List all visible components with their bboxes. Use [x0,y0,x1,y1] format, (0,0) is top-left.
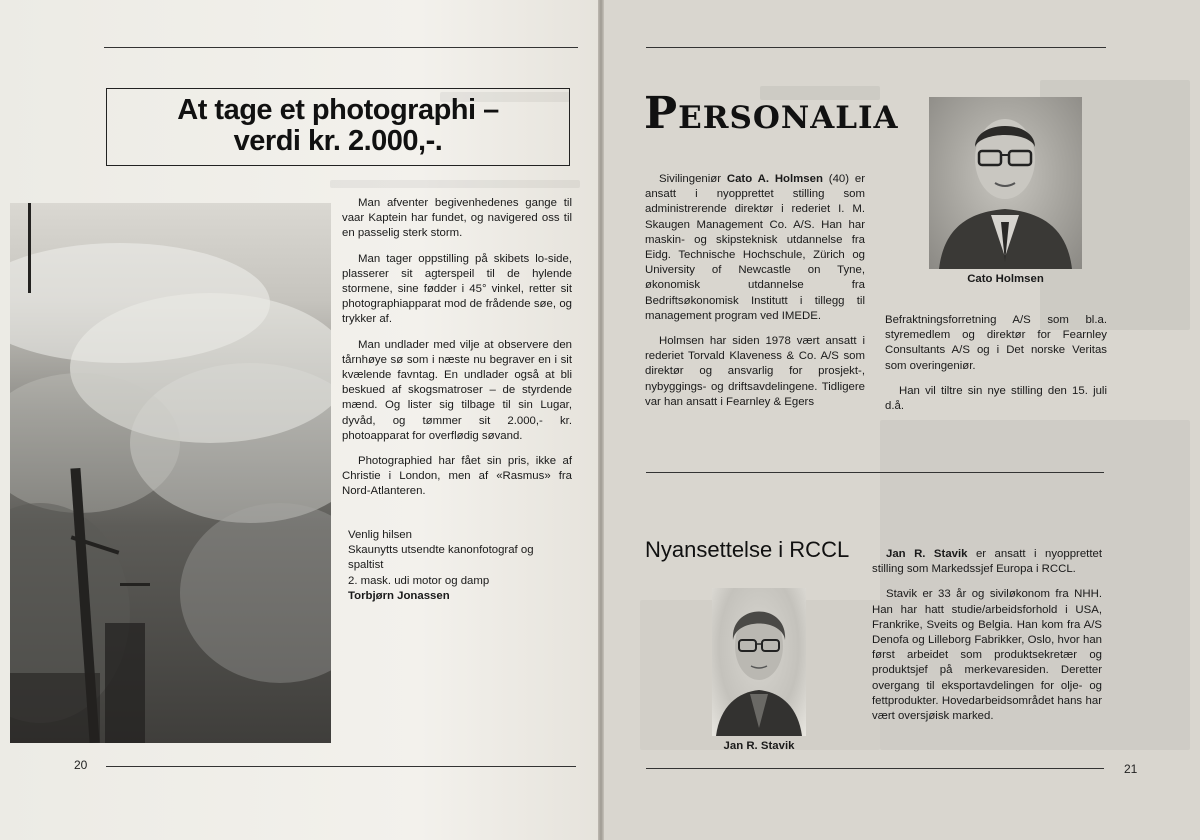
storm-photo [10,203,331,743]
bottom-rule-left [106,766,576,767]
page-number-right: 21 [1124,762,1138,776]
signature-line: Skaunytts utsendte kanonfotograf og [348,544,534,557]
stavik-intro-rest: er ansatt i nyopprettet stilling som Markedssjef Europa i RCCL. [872,548,1102,576]
section-divider [646,472,1104,473]
signature-greeting: Venlig hilsen [348,529,412,541]
holmsen-paragraph: Befraktningsforretning A/S som bl.a. styremedlem og direktør for Fearnley Consultants A/S og i Det norske Veritas som overingeniør. [885,314,1107,372]
holmsen-intro-prefix: Sivilingeniør [659,173,727,185]
article-body [342,196,572,510]
holmsen-intro [645,172,865,324]
stavik-name: Jan R. Stavik [886,548,968,560]
article-paragraph: Photographied har fået sin pris, ikke af Christie i London, men af «Rasmus» fra Nord-Atlanteren. [342,455,572,498]
article-title-line-2: verdi kr. 2.000,-. [233,125,443,157]
rccl-heading: Nyansettelse i RCCL [645,537,850,562]
signature-author: Torbjørn Jonassen [348,589,450,602]
page-number-left: 20 [74,758,88,772]
holmsen-caption: Cato Holmsen [967,273,1044,285]
top-rule-right [646,47,1106,48]
holmsen-portrait [929,97,1082,269]
article-paragraph: Man afventer begivenhedenes gange til vaar Kaptein har fundet, og navigered oss til en passelig sterk storm. [342,197,572,240]
article-title-line-1: At tage et photographi – [177,94,499,126]
holmsen-article-continued [885,313,1107,424]
stavik-article [872,547,1102,734]
article-title-box [106,88,570,166]
stavik-intro [872,547,1102,577]
section-heading: Personalia [644,88,899,139]
portrait-illustration [929,97,1082,269]
holmsen-paragraph: Holmsen har siden 1978 vært ansatt i rederiet Torvald Klaveness & Co. A/S som direktør og ansvarlig for prosjekt-, nybyggings- og driftsavdelingene. Tidligere var han ansatt i Fearnley & Egers [645,335,865,408]
article-paragraph: Man undlader med vilje at observere den tårnhøye sø som i næste nu begraver en i sit kvælende favntag. En undlader også at bli beskued af skogsmatroser – de styrdende mænd. Og lister sig tilbage til sin Lugar, dyvåd, og tømmer sit 2.000,- kr. photoapparat for overflødig søvand. [342,338,572,442]
signature-line: spaltist [348,559,384,572]
top-rule [104,47,578,48]
article-paragraph: Man tager oppstilling på skibets lo-side, plasserer sit agterspeil til de hylende stormene, sine fødder i 45° vinkel, retter sit photographiapparat mod de frådende søe, og trykker af. [342,252,572,326]
holmsen-paragraph: Han vil tiltre sin nye stilling den 15. juli d.å. [885,384,1107,413]
bottom-rule-right [646,768,1104,769]
holmsen-name: Cato A. Holmsen [726,173,823,185]
article-signature [348,528,578,604]
portrait-illustration [712,588,806,736]
holmsen-article [645,172,865,420]
stavik-caption: Jan R. Stavik [723,740,795,752]
signature-line: 2. mask. udi motor og damp [348,574,490,587]
stavik-paragraph: Stavik er 33 år og siviløkonom fra NHH. Han har hatt studie/arbeidsforhold i USA, Frankrike, Sveits og Belgia. Han kom fra A/S Denofa og Lilleborg Fabrikker, Oslo, hvor han først arbeidet som produktsekretær og produktsjef på merkevaresiden. Deretter overgang til eksportavdelingen for olje- og fettprodukter. Hovedarbeidsområdet hans har vært oversjøisk marked. [872,588,1102,723]
holmsen-intro-rest: (40) er ansatt i nyopprettet stilling som administrerende direktør i rederiet I. M. Skaugen Management Co. A/S. Han har maskin- og skipsteknisk utdannelse fra Eidg. Technische Hochschule, Zürich og University of Newcastle on Tyne, økonomisk utdannelse fra Bedriftsøkonomisk Institutt i tillegg til management program ved IMEDE. [645,173,865,322]
stavik-portrait [712,588,806,736]
